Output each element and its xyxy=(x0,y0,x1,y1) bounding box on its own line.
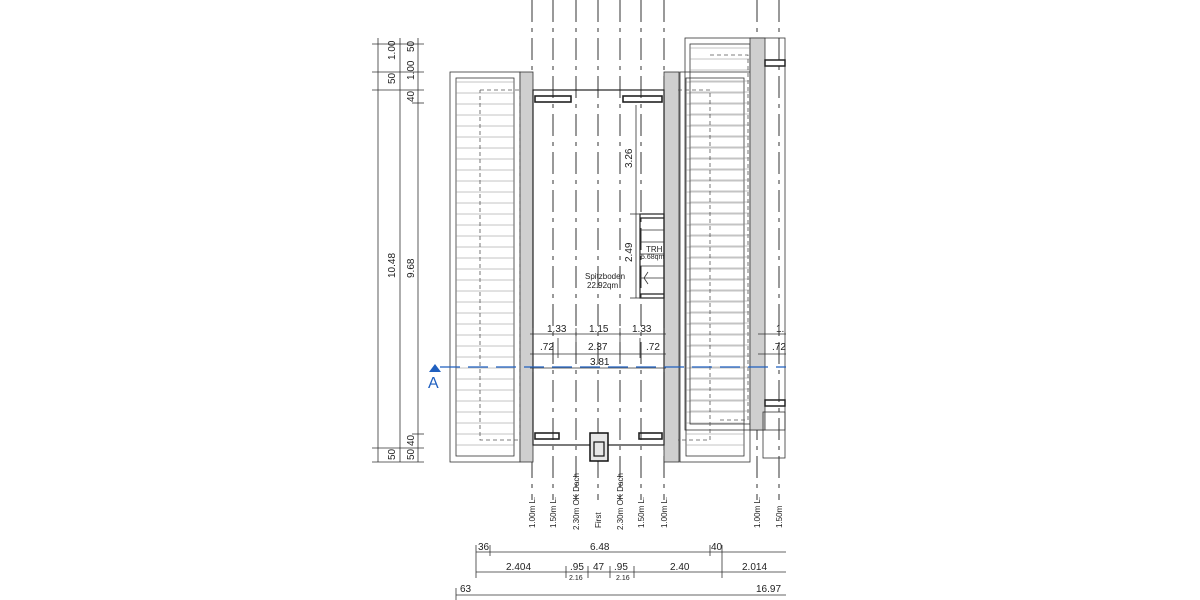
dim-int-total: 3.81 xyxy=(590,357,610,368)
section-marker-label: A xyxy=(428,375,439,392)
dim-b-r2-e: 2.40 xyxy=(670,562,690,573)
dim-int-right-r1: 1. xyxy=(776,324,785,335)
dim-v-outer-main: 10.48 xyxy=(387,252,398,278)
dim-b-r2-d: .95 xyxy=(614,562,628,573)
dim-int-r1-c: 1.33 xyxy=(632,324,652,335)
dim-v-inner-4: 40 xyxy=(406,434,417,446)
dim-v-inner-1: 1.00 xyxy=(406,60,417,80)
roof-label-8: 1.00m L. xyxy=(753,496,762,528)
dim-b-r1-a: 36 xyxy=(478,542,490,553)
dim-int-r2-b: 2.37 xyxy=(588,342,608,353)
room-name: Spitzboden xyxy=(585,272,626,281)
dim-v-inner-main: 9.68 xyxy=(406,258,417,278)
dim-b-r2-sub-b: 2.16 xyxy=(616,575,630,582)
dim-b-r2-f: 2.014 xyxy=(742,562,768,573)
dim-v-outer-bottom: 50 xyxy=(387,448,398,460)
dim-b-r3-b: 16.97 xyxy=(756,584,782,595)
dim-int-right-r2: .72 xyxy=(772,342,786,353)
vertical-dimension-chains xyxy=(372,38,424,462)
roof-line-labels xyxy=(528,473,784,530)
neighbour-building xyxy=(685,38,785,458)
dim-v-inner-2: 40 xyxy=(406,90,417,102)
left-roof-slab xyxy=(450,72,520,462)
room-height-upper: 3.26 xyxy=(624,148,635,168)
dim-b-r2-b: .95 xyxy=(570,562,584,573)
dim-int-r2-c: .72 xyxy=(646,342,660,353)
dim-v-inner-3: 50 xyxy=(406,448,417,460)
room-area: 22.92qm xyxy=(587,281,619,290)
roof-label-7: 1.00m L. xyxy=(660,496,669,528)
roof-label-9: 1.50m xyxy=(775,505,784,528)
roof-label-6: 1.50m L. xyxy=(637,496,646,528)
dim-int-r1-b: 1.15 xyxy=(589,324,609,335)
dim-b-r2-sub-a: 2.16 xyxy=(569,575,583,582)
dim-b-r2-c: 47 xyxy=(593,562,605,573)
dim-v-outer-1: 1.00 xyxy=(387,40,398,60)
room-height-lower: 2.49 xyxy=(624,242,635,262)
roof-label-1: 1.00m L. xyxy=(528,496,537,528)
dim-v-outer-top: 50 xyxy=(387,72,398,84)
walls xyxy=(520,72,679,462)
dim-int-r1-a: 1.33 xyxy=(547,324,567,335)
stair-area: 5.68qm xyxy=(641,254,665,261)
dim-b-r3-a: 63 xyxy=(460,584,472,595)
dim-b-r1-c: 40 xyxy=(711,542,723,553)
dim-b-r2-a: 2.404 xyxy=(506,562,532,573)
roof-label-5: 2.30m OK Dach xyxy=(616,473,625,530)
dim-v-inner-top: 50 xyxy=(406,40,417,52)
roof-label-2: 1.50m L. xyxy=(549,496,558,528)
right-roof-slab xyxy=(680,72,750,462)
dim-b-r1-b: 6.48 xyxy=(590,542,610,553)
roof-label-4: First xyxy=(594,512,603,528)
stair-label: TRH xyxy=(646,245,663,254)
dim-int-r2-a: .72 xyxy=(540,342,554,353)
roof-label-3: 2.30m OK Dach xyxy=(572,473,581,530)
